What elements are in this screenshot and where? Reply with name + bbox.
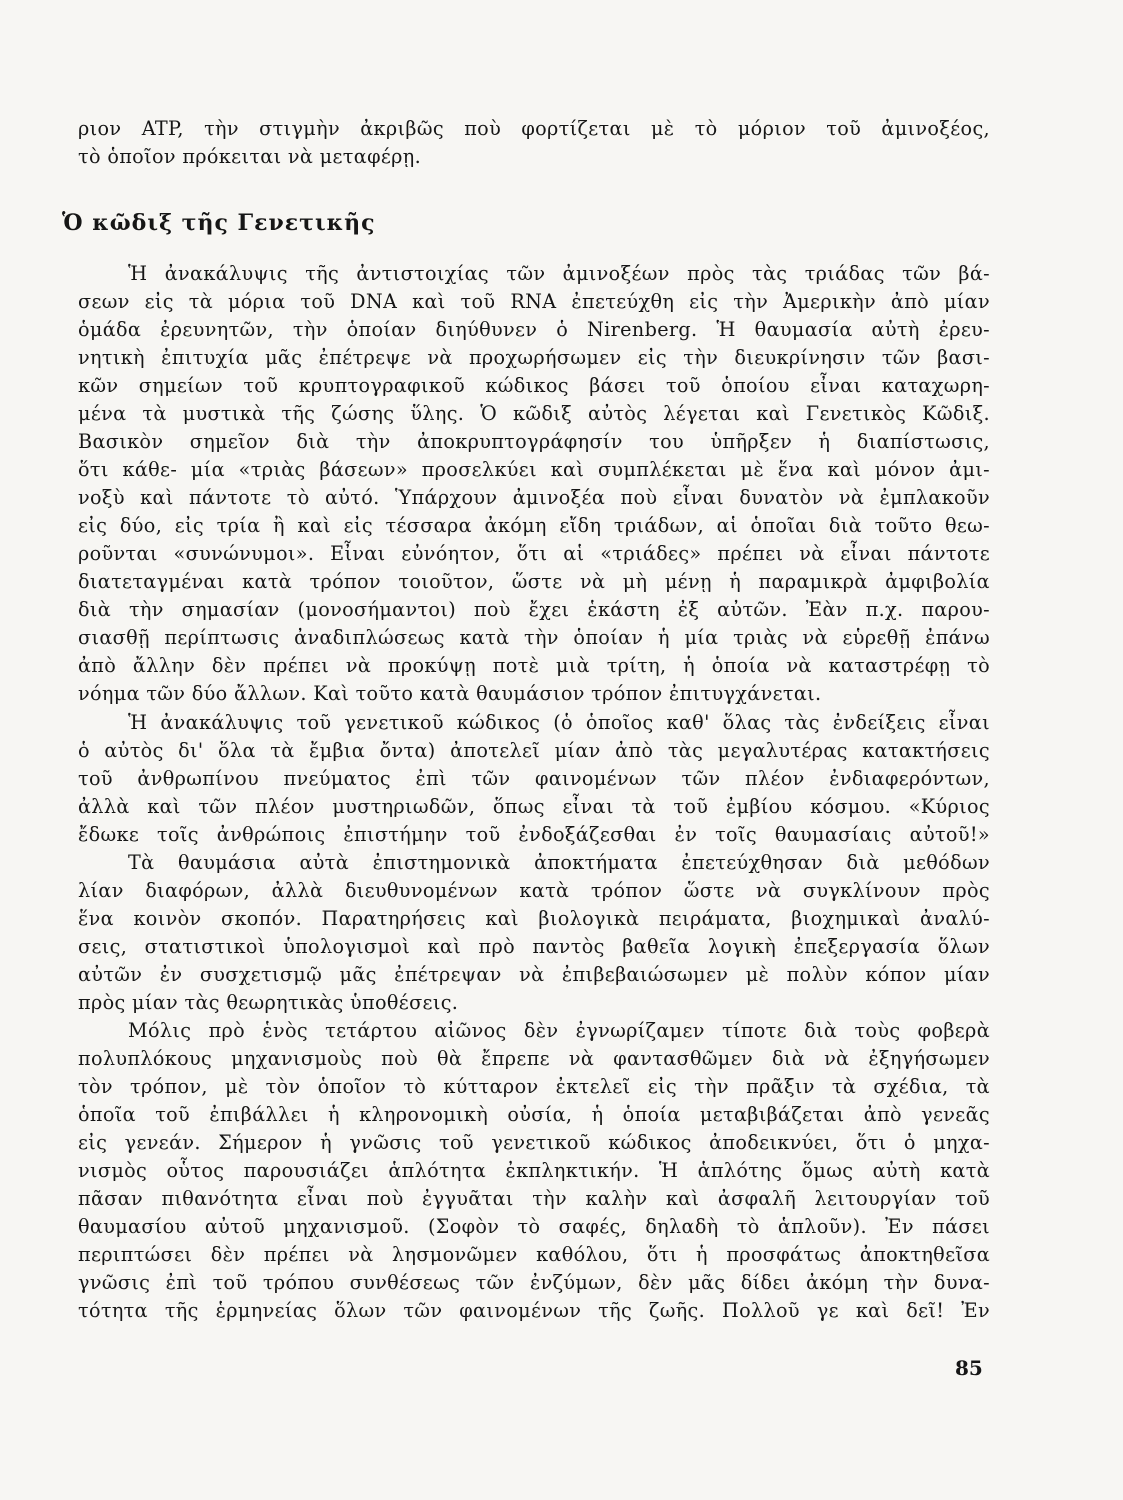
text-line: πολυπλόκους μηχανισμοὺς ποὺ θὰ ἔπρεπε νὰ φαντασθῶμεν διὰ νὰ ἐξηγήσωμεν xyxy=(78,1047,990,1070)
page-number: 85 xyxy=(955,1356,983,1380)
text-line: λίαν διαφόρων, ἀλλὰ διευθυνομένων κατὰ τρόπον ὥστε νὰ συγκλίνουν πρὸς xyxy=(78,879,990,902)
text-line: σεων εἰς τὰ μόρια τοῦ DNA καὶ τοῦ RNA ἐπετεύχθη εἰς τὴν Ἀμερικὴν ἀπὸ μίαν xyxy=(78,290,990,313)
text-line: πᾶσαν πιθανότητα εἶναι ποὺ ἐγγυᾶται τὴν καλὴν καὶ ἀσφαλῆ λειτουργίαν τοῦ xyxy=(78,1187,990,1210)
text-line: σεις, στατιστικοὶ ὑπολογισμοὶ καὶ πρὸ παντὸς βαθεῖα λογικὴ ἐπεξεργασία ὅλων xyxy=(78,935,990,958)
text-line: τοῦ ἀνθρωπίνου πνεύματος ἐπὶ τῶν φαινομένων τῶν πλέον ἐνδιαφερόντων, xyxy=(78,767,990,790)
text-line: νοξὺ καὶ πάντοτε τὸ αὐτό. Ὑπάρχουν ἀμινοξέα ποὺ εἶναι δυνατὸν νὰ ἐμπλακοῦν xyxy=(78,486,990,509)
paragraph-4 xyxy=(78,1017,990,1325)
text-line: κῶν σημείων τοῦ κρυπτογραφικοῦ κώδικος βάσει τοῦ ὁποίου εἶναι καταχωρη- xyxy=(78,374,990,397)
text-line: νητικὴ ἐπιτυχία μᾶς ἐπέτρεψε νὰ προχωρήσωμεν εἰς τὴν διευκρίνησιν τῶν βασι- xyxy=(78,346,990,369)
top-text xyxy=(78,115,990,171)
text-line: διατεταγμέναι κατὰ τρόπον τοιοῦτον, ὥστε νὰ μὴ μένῃ ἡ παραμικρὰ ἀμφιβολία xyxy=(78,570,990,593)
paragraph-2 xyxy=(78,709,990,849)
text-line: ἔδωκε τοῖς ἀνθρώποις ἐπιστήμην τοῦ ἐνδοξάζεσθαι ἐν τοῖς θαυμασίαις αὐτοῦ!» xyxy=(78,823,990,846)
text-line: μένα τὰ μυστικὰ τῆς ζώσης ὕλης. Ὁ κῶδιξ αὐτὸς λέγεται καὶ Γενετικὸς Κῶδιξ. xyxy=(78,402,990,425)
text-line: γνῶσις ἐπὶ τοῦ τρόπου συνθέσεως τῶν ἐνζύμων, δὲν μᾶς δίδει ἀκόμη τὴν δυνα- xyxy=(78,1271,990,1294)
text-line: θαυμασίου αὐτοῦ μηχανισμοῦ. (Σοφὸν τὸ σαφές, δηλαδὴ τὸ ἁπλοῦν). Ἐν πάσει xyxy=(78,1215,990,1238)
text-line: ὅτι κάθε- μία «τριὰς βάσεων» προσελκύει καὶ συμπλέκεται μὲ ἕνα καὶ μόνον ἀμι- xyxy=(78,458,990,481)
text-line: ἕνα κοινὸν σκοπόν. Παρατηρήσεις καὶ βιολογικὰ πειράματα, βιοχημικαὶ ἀναλύ- xyxy=(78,907,990,930)
section-heading: Ὁ κῶδιξ τῆς Γενετικῆς xyxy=(62,210,376,236)
text-line: νισμὸς οὗτος παρουσιάζει ἁπλότητα ἐκπληκτικήν. Ἡ ἁπλότης ὅμως αὐτὴ κατὰ xyxy=(78,1159,990,1182)
text-line: εἰς δύο, εἰς τρία ἢ καὶ εἰς τέσσαρα ἀκόμη εἴδη τριάδων, αἱ ὁποῖαι διὰ τοῦτο θεω- xyxy=(78,514,990,537)
text-line: Ἡ ἀνακάλυψις τῆς ἀντιστοιχίας τῶν ἀμινοξέων πρὸς τὰς τριάδας τῶν βά- xyxy=(128,262,990,285)
text-line: τὸ ὁποῖον πρόκειται νὰ μεταφέρῃ. xyxy=(78,145,422,168)
text-line: εἰς γενεάν. Σήμερον ἡ γνῶσις τοῦ γενετικοῦ κώδικος ἀποδεικνύει, ὅτι ὁ μηχα- xyxy=(78,1131,990,1154)
paragraph-3 xyxy=(78,849,990,1017)
text-line: ριον ATP, τὴν στιγμὴν ἀκριβῶς ποὺ φορτίζεται μὲ τὸ μόριον τοῦ ἀμινοξέος, xyxy=(78,117,990,140)
text-line: ὁποῖα τοῦ ἐπιβάλλει ἡ κληρονομικὴ οὐσία, ἡ ὁποία μεταβιβάζεται ἀπὸ γενεᾶς xyxy=(78,1103,990,1126)
text-line: περιπτώσει δὲν πρέπει νὰ λησμονῶμεν καθόλου, ὅτι ἡ προσφάτως ἀποκτηθεῖσα xyxy=(78,1243,990,1266)
text-line: διὰ τὴν σημασίαν (μονοσήμαντοι) ποὺ ἔχει ἑκάστη ἐξ αὐτῶν. Ἐὰν π.χ. παρου- xyxy=(78,598,990,621)
text-line: τότητα τῆς ἑρμηνείας ὅλων τῶν φαινομένων τῆς ζωῆς. Πολλοῦ γε καὶ δεῖ! Ἐν xyxy=(78,1299,990,1322)
text-line: πρὸς μίαν τὰς θεωρητικὰς ὑποθέσεις. xyxy=(78,991,459,1014)
text-line: Βασικὸν σημεῖον διὰ τὴν ἀποκρυπτογράφησίν του ὑπῆρξεν ἡ διαπίστωσις, xyxy=(78,430,990,453)
text-line: Ἡ ἀνακάλυψις τοῦ γενετικοῦ κώδικος (ὁ ὁποῖος καθ' ὅλας τὰς ἐνδείξεις εἶναι xyxy=(128,711,990,734)
text-line: τὸν τρόπον, μὲ τὸν ὁποῖον τὸ κύτταρον ἐκτελεῖ εἰς τὴν πρᾶξιν τὰ σχέδια, τὰ xyxy=(78,1075,990,1098)
text-line: ἀπὸ ἄλλην δὲν πρέπει νὰ προκύψῃ ποτὲ μιὰ τρίτη, ἡ ὁποία νὰ καταστρέφῃ τὸ xyxy=(78,654,990,677)
paragraph-1 xyxy=(78,260,990,708)
text-line: ἀλλὰ καὶ τῶν πλέον μυστηριωδῶν, ὅπως εἶναι τὰ τοῦ ἐμβίου κόσμου. «Κύριος xyxy=(78,795,990,818)
text-line: ροῦνται «συνώνυμοι». Εἶναι εὐνόητον, ὅτι αἱ «τριάδες» πρέπει νὰ εἶναι πάντοτε xyxy=(78,542,990,565)
text-line: Τὰ θαυμάσια αὐτὰ ἐπιστημονικὰ ἀποκτήματα ἐπετεύχθησαν διὰ μεθόδων xyxy=(128,851,990,874)
text-line: αὐτῶν ἐν συσχετισμῷ μᾶς ἐπέτρεψαν νὰ ἐπιβεβαιώσωμεν μὲ πολὺν κόπον μίαν xyxy=(78,963,990,986)
text-line: ὁ αὐτὸς δι' ὅλα τὰ ἔμβια ὄντα) ἀποτελεῖ μίαν ἀπὸ τὰς μεγαλυτέρας κατακτήσεις xyxy=(78,739,990,762)
text-line: Μόλις πρὸ ἑνὸς τετάρτου αἰῶνος δὲν ἐγνωρίζαμεν τίποτε διὰ τοὺς φοβερὰ xyxy=(128,1019,990,1042)
text-line: νόημα τῶν δύο ἄλλων. Καὶ τοῦτο κατὰ θαυμάσιον τρόπον ἐπιτυγχάνεται. xyxy=(78,682,822,705)
text-line: ὁμάδα ἐρευνητῶν, τὴν ὁποίαν διηύθυνεν ὁ Nirenberg. Ἡ θαυμασία αὐτὴ ἐρευ- xyxy=(78,318,990,341)
text-line: σιασθῇ περίπτωσις ἀναδιπλώσεως κατὰ τὴν ὁποίαν ἡ μία τριὰς νὰ εὑρεθῇ ἐπάνω xyxy=(78,626,990,649)
